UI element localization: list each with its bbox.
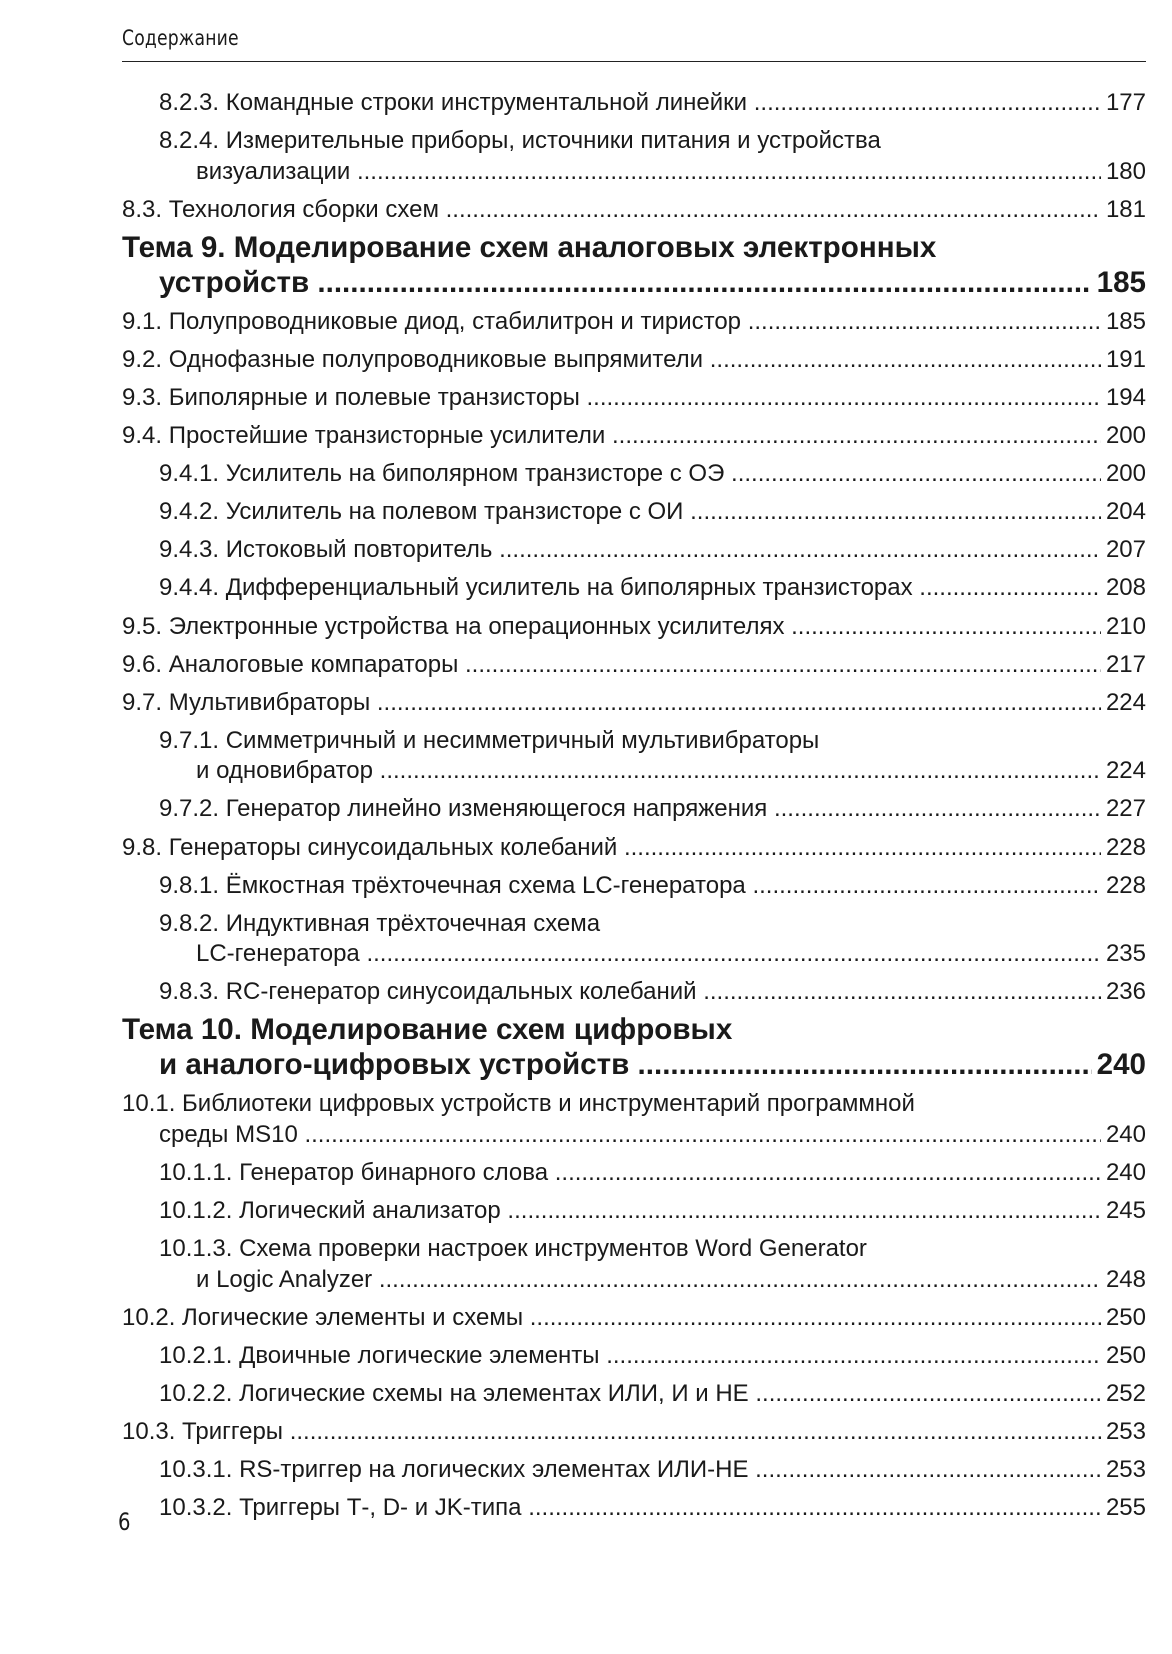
toc-entry-page: 228	[1105, 871, 1146, 899]
toc-entry-page: 207	[1105, 536, 1146, 564]
toc-entry-page: 240	[1096, 1048, 1146, 1082]
toc-topic-heading	[122, 1012, 1146, 1082]
toc-entry-title	[159, 1493, 1101, 1524]
toc-entry-title	[159, 126, 1101, 187]
toc-entry-leader-line: 9.4.4. Дифференциальный усилитель на биполярных транзисторах .....	[159, 573, 1101, 604]
toc-entry-title	[159, 535, 1101, 566]
toc-entry-leader-line: среды MS10 .....	[122, 1120, 1101, 1151]
toc-entry-page: 240	[1105, 1120, 1146, 1148]
toc-entry-leader-line: 10.1.1. Генератор бинарного слова .....	[159, 1158, 1101, 1189]
toc-entry	[122, 833, 1146, 864]
toc-entry-leader-line: 9.4.1. Усилитель на биполярном транзисторе с ОЭ .....	[159, 459, 1101, 490]
toc-entry-page: 204	[1105, 498, 1146, 526]
toc-entry-page: 217	[1105, 650, 1146, 678]
toc-entry-page: 245	[1105, 1197, 1146, 1225]
toc-entry-page: 181	[1105, 195, 1146, 223]
toc-entry	[122, 1196, 1146, 1227]
toc-entry-leader-line: устройств .....	[122, 265, 1092, 300]
toc-entry-title	[159, 977, 1101, 1008]
toc-entry-title-line: Тема 10. Моделирование схем цифровых	[122, 1013, 733, 1047]
toc-entry-title	[159, 909, 1101, 970]
toc-entry-title	[159, 1158, 1101, 1189]
toc-entry-title	[122, 1303, 1101, 1334]
toc-entry-page: 180	[1105, 157, 1146, 185]
toc-entry	[122, 126, 1146, 187]
toc-entry-leader-line: 9.4. Простейшие транзисторные усилители .....	[122, 421, 1101, 452]
toc-entry-page: 177	[1105, 89, 1146, 116]
toc-entry-page: 236	[1105, 978, 1146, 1006]
toc-entry-page: 185	[1105, 307, 1146, 335]
toc-entry-leader-line: LC-генератора .....	[159, 939, 1101, 970]
toc-entry-page: 255	[1105, 1494, 1146, 1522]
toc-entry-title-line: 9.8.2. Индуктивная трёхточечная схема	[159, 909, 601, 937]
toc-entry-leader-line: 10.1.2. Логический анализатор .....	[159, 1196, 1101, 1227]
toc-entry-title-line: 10.1. Библиотеки цифровых устройств и инструментарий программной	[122, 1090, 915, 1118]
toc-entry-page: 253	[1105, 1418, 1146, 1446]
toc-entry-leader-line: 9.1. Полупроводниковые диод, стабилитрон и тиристор .....	[122, 307, 1101, 338]
toc-entry-leader-line: 10.3. Триггеры .....	[122, 1417, 1101, 1448]
toc-entry	[122, 650, 1146, 681]
toc-entry	[122, 88, 1146, 119]
toc-entry-title	[159, 459, 1101, 490]
toc-entry-title	[122, 307, 1101, 338]
toc-entry-title	[122, 345, 1101, 376]
toc-entry-page: 252	[1105, 1379, 1146, 1407]
toc-entry-page: 253	[1105, 1456, 1146, 1484]
toc-entry	[122, 1234, 1146, 1295]
toc-entry	[122, 688, 1146, 719]
table-of-contents	[122, 88, 1146, 1531]
toc-entry	[122, 612, 1146, 643]
toc-entry-leader-line: 9.8.1. Ёмкостная трёхточечная схема LC-генератора .....	[159, 871, 1101, 902]
toc-entry-page: 185	[1096, 265, 1146, 299]
toc-entry-title	[122, 612, 1101, 643]
toc-entry-leader-line: 10.2. Логические элементы и схемы .....	[122, 1303, 1101, 1334]
header-rule	[122, 61, 1146, 62]
toc-entry-leader-line: 8.3. Технология сборки схем .....	[122, 195, 1101, 226]
toc-entry	[122, 1341, 1146, 1372]
toc-entry-page: 224	[1105, 757, 1146, 785]
toc-entry-leader-line: и одновибратор .....	[159, 756, 1101, 787]
toc-entry-leader-line: 9.5. Электронные устройства на операционных усилителях .....	[122, 612, 1101, 643]
toc-entry-title	[159, 1455, 1101, 1486]
toc-entry-title	[159, 88, 1101, 119]
toc-entry-page: 227	[1105, 795, 1146, 823]
toc-entry-page: 250	[1105, 1341, 1146, 1369]
toc-entry-title	[122, 195, 1101, 226]
toc-entry-title	[159, 1196, 1101, 1227]
toc-entry-title-line: 9.7.1. Симметричный и несимметричный мультивибраторы	[159, 726, 820, 754]
toc-entry-page: 208	[1105, 574, 1146, 602]
toc-entry-leader-line: 9.8.3. RC-генератор синусоидальных колебаний .....	[159, 977, 1101, 1008]
toc-entry-title-line: Тема 9. Моделирование схем аналоговых электронных	[122, 230, 937, 264]
toc-entry-leader-line: 9.7. Мультивибраторы .....	[122, 688, 1101, 719]
toc-entry-page: 210	[1105, 612, 1146, 640]
toc-entry-leader-line: 10.3.2. Триггеры Т-, D- и JK-типа .....	[159, 1493, 1101, 1524]
toc-entry	[122, 459, 1146, 490]
toc-entry	[122, 1379, 1146, 1410]
page-number: 6	[118, 1508, 131, 1536]
toc-entry	[122, 1493, 1146, 1524]
toc-entry-title	[122, 1417, 1101, 1448]
toc-entry-title	[122, 650, 1101, 681]
toc-entry-leader-line: 9.4.2. Усилитель на полевом транзисторе с ОИ .....	[159, 497, 1101, 528]
toc-entry-page: 191	[1105, 345, 1146, 373]
toc-entry	[122, 345, 1146, 376]
toc-entry-page: 228	[1105, 833, 1146, 861]
toc-entry	[122, 909, 1146, 970]
toc-entry-leader-line: 9.8. Генераторы синусоидальных колебаний .....	[122, 833, 1101, 864]
toc-entry-leader-line: 10.3.1. RS-триггер на логических элементах ИЛИ-НЕ .....	[159, 1455, 1101, 1486]
toc-entry	[122, 1303, 1146, 1334]
toc-entry-title	[159, 1234, 1101, 1295]
toc-entry-leader-line: визуализации .....	[159, 157, 1101, 188]
toc-entry-title	[122, 230, 1092, 300]
running-header: Содержание	[122, 26, 239, 50]
toc-entry-leader-line: 9.2. Однофазные полупроводниковые выпрямители .....	[122, 345, 1101, 376]
toc-entry-title	[122, 688, 1101, 719]
toc-entry-page: 194	[1105, 383, 1146, 411]
toc-entry-title	[122, 833, 1101, 864]
toc-entry-leader-line: 8.2.3. Командные строки инструментальной линейки .....	[159, 88, 1101, 119]
toc-entry	[122, 726, 1146, 787]
toc-entry-title	[159, 794, 1101, 825]
toc-entry-title-line: 10.1.3. Схема проверки настроек инструментов Word Generator	[159, 1235, 867, 1263]
toc-entry-page: 200	[1105, 422, 1146, 450]
toc-entry-title-line: 8.2.4. Измерительные приборы, источники питания и устройства	[159, 127, 881, 155]
toc-entry-page: 235	[1105, 940, 1146, 968]
toc-entry-page: 248	[1105, 1265, 1146, 1293]
toc-entry-page: 200	[1105, 460, 1146, 488]
toc-entry	[122, 535, 1146, 566]
toc-entry-title	[122, 383, 1101, 414]
toc-topic-heading	[122, 230, 1146, 300]
toc-entry	[122, 307, 1146, 338]
toc-entry	[122, 1417, 1146, 1448]
toc-entry-page: 250	[1105, 1303, 1146, 1331]
toc-entry-page: 240	[1105, 1158, 1146, 1186]
toc-entry-leader-line: 9.3. Биполярные и полевые транзисторы .....	[122, 383, 1101, 414]
toc-entry-title	[159, 871, 1101, 902]
toc-entry-page: 224	[1105, 688, 1146, 716]
toc-entry-title	[159, 573, 1101, 604]
toc-entry	[122, 1455, 1146, 1486]
toc-entry-leader-line: 10.2.2. Логические схемы на элементах ИЛИ, И и НЕ .....	[159, 1379, 1101, 1410]
toc-entry-leader-line: и аналого-цифровых устройств .....	[122, 1047, 1092, 1082]
toc-entry	[122, 421, 1146, 452]
toc-entry	[122, 1158, 1146, 1189]
toc-entry	[122, 195, 1146, 226]
toc-entry-leader-line: 9.4.3. Истоковый повторитель .....	[159, 535, 1101, 566]
toc-entry	[122, 573, 1146, 604]
toc-entry-title	[122, 1012, 1092, 1082]
toc-entry-title	[159, 497, 1101, 528]
toc-entry-title	[122, 1089, 1101, 1150]
toc-entry	[122, 794, 1146, 825]
toc-entry	[122, 977, 1146, 1008]
toc-entry-leader-line: и Logic Analyzer .....	[159, 1265, 1101, 1296]
toc-entry-leader-line: 9.7.2. Генератор линейно изменяющегося напряжения .....	[159, 794, 1101, 825]
toc-entry-leader-line: 10.2.1. Двоичные логические элементы .....	[159, 1341, 1101, 1372]
toc-entry-leader-line: 9.6. Аналоговые компараторы .....	[122, 650, 1101, 681]
toc-entry-title	[159, 1379, 1101, 1410]
toc-entry	[122, 1089, 1146, 1150]
toc-entry	[122, 871, 1146, 902]
toc-entry-title	[159, 726, 1101, 787]
toc-entry-title	[122, 421, 1101, 452]
toc-entry-title	[159, 1341, 1101, 1372]
toc-entry	[122, 383, 1146, 414]
toc-entry	[122, 497, 1146, 528]
